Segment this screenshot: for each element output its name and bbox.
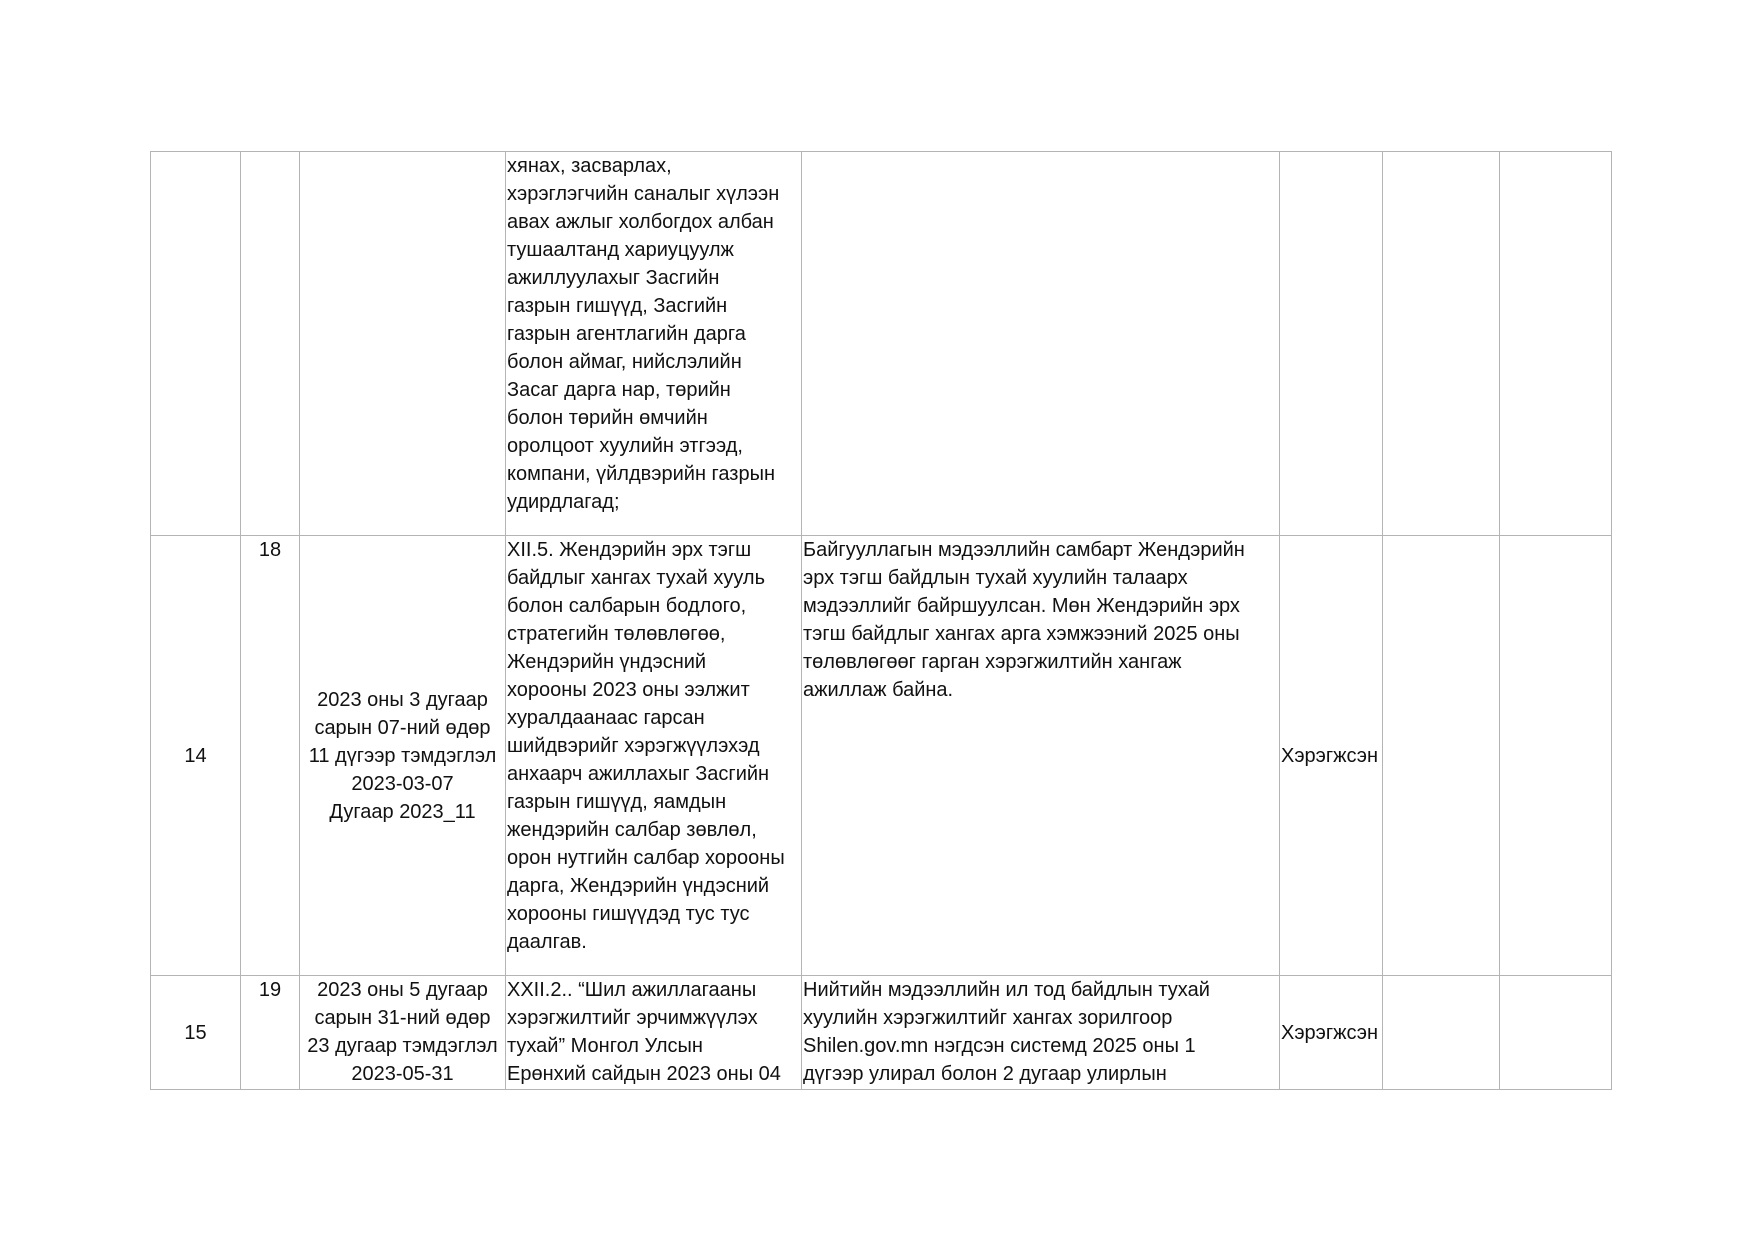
row-id-cell <box>241 152 300 536</box>
status-cell: Хэрэгжсэн <box>1280 536 1383 976</box>
row-id-cell: 18 <box>241 536 300 976</box>
table-row <box>151 536 1612 976</box>
table-row <box>151 976 1612 1090</box>
resolutions-table <box>150 151 1612 1090</box>
extra-cell-1 <box>1383 152 1500 536</box>
reference-cell <box>300 152 506 536</box>
status-cell <box>1280 152 1383 536</box>
task-cell: хянах, засварлах, хэрэглэгчийн саналыг хүлээн авах ажлыг холбогдох албан тушаалтанд хариуцуулж ажиллуулахыг Засгийн газрын гишүүд, Засгийн газрын агентлагийн дарга болон аймаг, нийслэлийн Засаг дарга нар, төрийн болон төрийн өмчийн оролцоот хуулийн этгээд, компани, үйлдвэрийн газрын удирдлагад; <box>506 152 802 536</box>
reference-cell: 2023 оны 5 дугаар сарын 31-ний өдөр 23 дугаар тэмдэглэл 2023-05-31 <box>300 976 506 1090</box>
implementation-cell <box>802 152 1280 536</box>
task-cell: XXII.2.. “Шил ажиллагааны хэрэгжилтийг эрчимжүүлэх тухай” Монгол Улсын Ерөнхий сайдын 2023 оны 04 <box>506 976 802 1090</box>
reference-cell: 2023 оны 3 дугаар сарын 07-ний өдөр 11 дүгээр тэмдэглэл 2023-03-07 Дугаар 2023_11 <box>300 536 506 976</box>
implementation-cell: Нийтийн мэдээллийн ил тод байдлын тухай хуулийн хэрэгжилтийг хангах зорилгоор Shilen.gov.mn нэгдсэн системд 2025 оны 1 дүгээр улирал болон 2 дугаар улирлын <box>802 976 1280 1090</box>
extra-cell-1 <box>1383 976 1500 1090</box>
table-row <box>151 152 1612 536</box>
row-number-cell: 14 <box>151 536 241 976</box>
extra-cell-2 <box>1500 152 1612 536</box>
task-cell: XII.5. Жендэрийн эрх тэгш байдлыг хангах тухай хууль болон салбарын бодлого, стратегийн төлөвлөгөө, Жендэрийн үндэсний хорооны 2023 оны ээлжит хуралдаанаас гарсан шийдвэрийг хэрэгжүүлэхэд анхаарч ажиллахыг Засгийн газрын гишүүд, яамдын жендэрийн салбар зөвлөл, орон нутгийн салбар хорооны дарга, Жендэрийн үндэсний хорооны гишүүдэд тус тус даалгав. <box>506 536 802 976</box>
extra-cell-1 <box>1383 536 1500 976</box>
extra-cell-2 <box>1500 536 1612 976</box>
extra-cell-2 <box>1500 976 1612 1090</box>
row-number-cell: 15 <box>151 976 241 1090</box>
row-number-cell <box>151 152 241 536</box>
implementation-cell: Байгууллагын мэдээллийн самбарт Жендэрийн эрх тэгш байдлын тухай хуулийн талаарх мэдээллийг байршуулсан. Мөн Жендэрийн эрх тэгш байдлыг хангах арга хэмжээний 2025 оны төлөвлөгөөг гарган хэрэгжилтийн хангаж ажиллаж байна. <box>802 536 1280 976</box>
status-cell: Хэрэгжсэн <box>1280 976 1383 1090</box>
row-id-cell: 19 <box>241 976 300 1090</box>
